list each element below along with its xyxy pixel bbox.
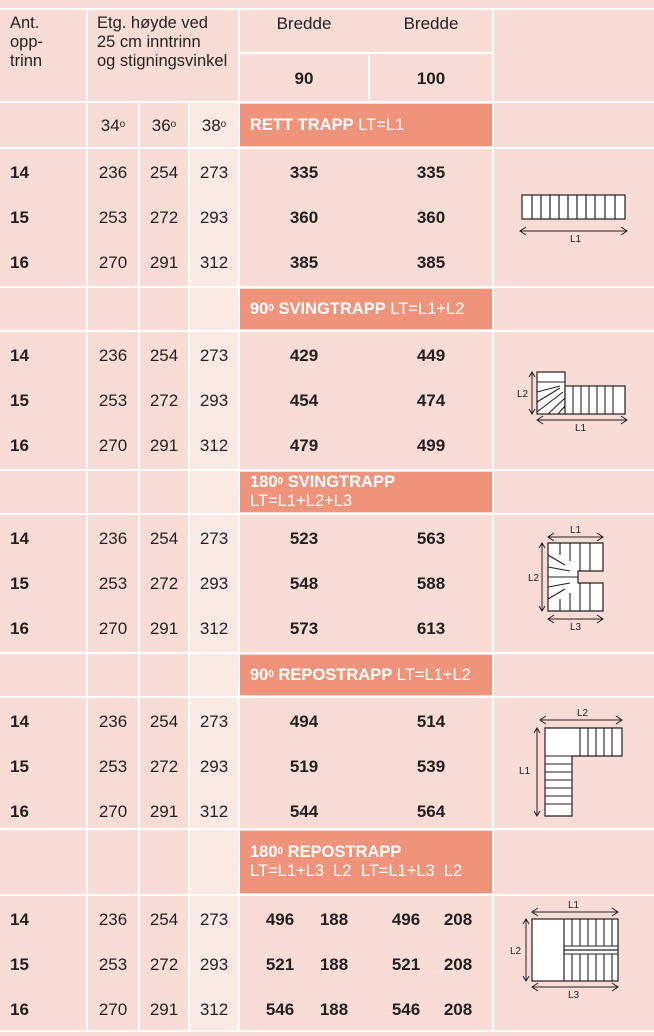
row-length-100: 335 (416, 162, 446, 182)
row-height-36: 254 (149, 711, 179, 731)
section-title-90-landing: REPOSTRAPP (278, 665, 393, 684)
row-length-90: 335 (289, 162, 319, 182)
straight-stair-svg (500, 150, 650, 284)
section-formula-90-landing: LT=L1+L2 (396, 665, 471, 684)
row-height-36: 291 (149, 252, 179, 272)
section-formula-180-landing: LT=L1+L3 L2 LT=L1+L3 L2 (250, 862, 463, 880)
row-length-100: 563 (416, 528, 446, 548)
row-steps: 16 (10, 435, 29, 455)
row-height-38: 293 (199, 573, 229, 593)
row-l2-90: 188 (319, 954, 349, 974)
row-steps: 16 (10, 801, 29, 821)
row-height-38: 312 (199, 801, 229, 821)
row-height-36: 254 (149, 162, 179, 182)
section-band-90-turn (240, 289, 492, 329)
row-steps: 14 (10, 345, 29, 365)
row-height-34: 270 (98, 999, 128, 1019)
row-steps: 15 (10, 207, 29, 227)
rule-under-angles (0, 147, 654, 149)
row-height-34: 253 (98, 573, 128, 593)
landing180-l2-label: L2 (510, 946, 522, 957)
row-height-34: 236 (98, 345, 128, 365)
header-width-90: 90 (294, 68, 314, 88)
row-height-34: 236 (98, 162, 128, 182)
landing180-l3-label: L3 (568, 990, 580, 1001)
header-height-line1: Etg. høyde ved (97, 14, 208, 32)
angle-34 (88, 104, 138, 146)
row-steps: 14 (10, 711, 29, 731)
header-bredde-90: Bredde (276, 14, 332, 33)
row-steps: 16 (10, 618, 29, 638)
vrule-3 (188, 101, 190, 1032)
rule-under-bredde (240, 52, 492, 54)
rule-section-2 (0, 469, 654, 471)
section-prefix-180-landing: 180 (250, 843, 278, 861)
row-l2-100: 208 (443, 999, 473, 1019)
section-title-180-landing: REPOSTRAPP (287, 843, 402, 861)
row-l2-100: 208 (443, 909, 473, 929)
row-height-36: 254 (149, 345, 179, 365)
row-height-34: 253 (98, 207, 128, 227)
rule-section-1 (0, 286, 654, 288)
section-sup-180-turn: 0 (277, 476, 284, 487)
row-height-34: 270 (98, 618, 128, 638)
turn90-l1-label: L1 (575, 423, 587, 434)
row-length-100: 499 (416, 435, 446, 455)
rule-bottom (0, 1030, 654, 1032)
row-height-38: 293 (199, 954, 229, 974)
angle-38-value: 38 (201, 115, 221, 135)
row-length-90: 479 (289, 435, 319, 455)
section-sup-180-landing: 0 (277, 846, 284, 857)
row-length-90: 429 (289, 345, 319, 365)
angle-36-degree: o (170, 118, 177, 130)
row-height-36: 272 (149, 390, 179, 410)
angle-34-value: 34 (100, 115, 120, 135)
turn180-stair-svg (500, 515, 650, 651)
row-length-90: 494 (289, 711, 319, 731)
row-height-38: 273 (199, 162, 229, 182)
rule-section-4 (0, 828, 654, 830)
row-height-36: 254 (149, 528, 179, 548)
landing90-stair-svg (500, 698, 650, 826)
row-length-100: 514 (416, 711, 446, 731)
header-width-100: 100 (416, 68, 446, 88)
header-bredde-100: Bredde (403, 14, 459, 33)
vrule-2 (138, 101, 140, 1032)
row-height-34: 236 (98, 528, 128, 548)
row-length-90: 385 (289, 252, 319, 272)
rule-under-header (0, 101, 654, 103)
section-title-90-turn: SVINGTRAPP (278, 299, 386, 318)
row-l2-90: 188 (319, 999, 349, 1019)
row-height-34: 253 (98, 390, 128, 410)
row-steps: 15 (10, 954, 29, 974)
section-band-90-landing (240, 655, 492, 695)
vrule-4 (238, 8, 240, 1032)
vrule-1 (86, 8, 88, 1032)
row-length-100: 496 (391, 909, 421, 929)
rule-top (0, 8, 654, 10)
row-length-90: 521 (265, 954, 295, 974)
row-steps: 16 (10, 999, 29, 1019)
row-height-34: 253 (98, 954, 128, 974)
section-title-straight: RETT TRAPP (250, 115, 354, 134)
header-floor-height (97, 14, 247, 94)
row-length-100: 474 (416, 390, 446, 410)
row-height-34: 236 (98, 711, 128, 731)
landing90-stair-diagram (500, 698, 650, 826)
row-height-38: 312 (199, 618, 229, 638)
row-height-34: 270 (98, 252, 128, 272)
turn90-stair-diagram (500, 332, 650, 468)
row-length-90: 496 (265, 909, 295, 929)
row-height-38: 293 (199, 390, 229, 410)
row-length-90: 454 (289, 390, 319, 410)
section-title-180-turn: SVINGTRAPP (287, 473, 395, 491)
landing180-stair-diagram (500, 896, 650, 1030)
row-height-38: 312 (199, 435, 229, 455)
landing180-l1-label: L1 (568, 900, 580, 911)
row-l2-90: 188 (319, 909, 349, 929)
row-height-36: 291 (149, 801, 179, 821)
row-length-100: 546 (391, 999, 421, 1019)
straight-l1-label: L1 (570, 234, 582, 245)
row-height-38: 273 (199, 528, 229, 548)
row-length-100: 385 (416, 252, 446, 272)
angle-34-degree: o (119, 118, 126, 130)
header-steps (10, 14, 80, 94)
row-steps: 15 (10, 390, 29, 410)
section-formula-180-turn: LT=L1+L2+L3 (250, 492, 352, 510)
header-steps-line3: trinn (10, 52, 43, 70)
row-height-36: 254 (149, 909, 179, 929)
section-prefix-180-turn: 180 (250, 473, 278, 491)
section-sup-90-turn: 0 (268, 302, 274, 314)
turn180-l3-label: L3 (570, 622, 582, 633)
row-height-36: 291 (149, 435, 179, 455)
row-length-100: 613 (416, 618, 446, 638)
row-height-36: 291 (149, 618, 179, 638)
row-steps: 14 (10, 909, 29, 929)
row-height-34: 270 (98, 435, 128, 455)
row-height-36: 272 (149, 573, 179, 593)
row-height-34: 236 (98, 909, 128, 929)
header-steps-line2: opp- (10, 33, 44, 51)
vrule-6 (492, 8, 494, 1032)
section-sup-90-landing: 0 (268, 668, 274, 680)
landing180-stair-svg (500, 896, 650, 1030)
row-length-100: 539 (416, 756, 446, 776)
section-band-180-turn (240, 472, 492, 512)
section-formula-90-turn: LT=L1+L2 (390, 299, 465, 318)
row-steps: 15 (10, 756, 29, 776)
row-length-90: 523 (289, 528, 319, 548)
row-length-90: 548 (289, 573, 319, 593)
vrule-5 (368, 52, 370, 103)
landing90-l1-label: L1 (519, 766, 531, 777)
row-height-36: 272 (149, 954, 179, 974)
row-length-100: 449 (416, 345, 446, 365)
rule-section-3 (0, 652, 654, 654)
row-length-90: 573 (289, 618, 319, 638)
row-length-100: 588 (416, 573, 446, 593)
row-steps: 14 (10, 162, 29, 182)
turn90-l2-label: L2 (517, 389, 529, 400)
row-height-38: 293 (199, 756, 229, 776)
section-band-180-landing (240, 831, 492, 893)
header-height-line3: og stigningsvinkel (97, 52, 228, 70)
row-length-90: 519 (289, 756, 319, 776)
row-steps: 15 (10, 573, 29, 593)
row-height-34: 253 (98, 756, 128, 776)
row-steps: 14 (10, 528, 29, 548)
row-height-38: 312 (199, 999, 229, 1019)
row-height-38: 273 (199, 909, 229, 929)
angle-38-degree: o (220, 118, 227, 130)
section-band-straight (240, 104, 492, 146)
row-height-36: 291 (149, 999, 179, 1019)
angle-36 (140, 104, 188, 146)
row-steps: 16 (10, 252, 29, 272)
angle-38 (190, 104, 238, 146)
row-height-38: 293 (199, 207, 229, 227)
section-prefix-90-landing: 90 (250, 665, 269, 684)
straight-stair-diagram (500, 150, 650, 284)
row-l2-100: 208 (443, 954, 473, 974)
row-height-36: 272 (149, 207, 179, 227)
row-length-100: 521 (391, 954, 421, 974)
angle-36-value: 36 (151, 115, 171, 135)
row-length-90: 360 (289, 207, 319, 227)
row-height-38: 312 (199, 252, 229, 272)
row-length-90: 544 (289, 801, 319, 821)
turn90-stair-svg (500, 332, 650, 468)
row-length-100: 360 (416, 207, 446, 227)
section-prefix-90-turn: 90 (250, 299, 269, 318)
landing90-l2-label: L2 (577, 708, 589, 719)
header-steps-line1: Ant. (10, 14, 40, 32)
row-height-38: 273 (199, 345, 229, 365)
row-height-34: 270 (98, 801, 128, 821)
section-formula-straight: LT=L1 (358, 115, 405, 134)
turn180-l2-label: L2 (528, 573, 540, 584)
turn180-l1-label: L1 (570, 525, 582, 536)
row-height-36: 272 (149, 756, 179, 776)
row-length-100: 564 (416, 801, 446, 821)
row-height-38: 273 (199, 711, 229, 731)
turn180-stair-diagram (500, 515, 650, 651)
row-length-90: 546 (265, 999, 295, 1019)
header-height-line2: 25 cm inntrinn (97, 33, 201, 51)
